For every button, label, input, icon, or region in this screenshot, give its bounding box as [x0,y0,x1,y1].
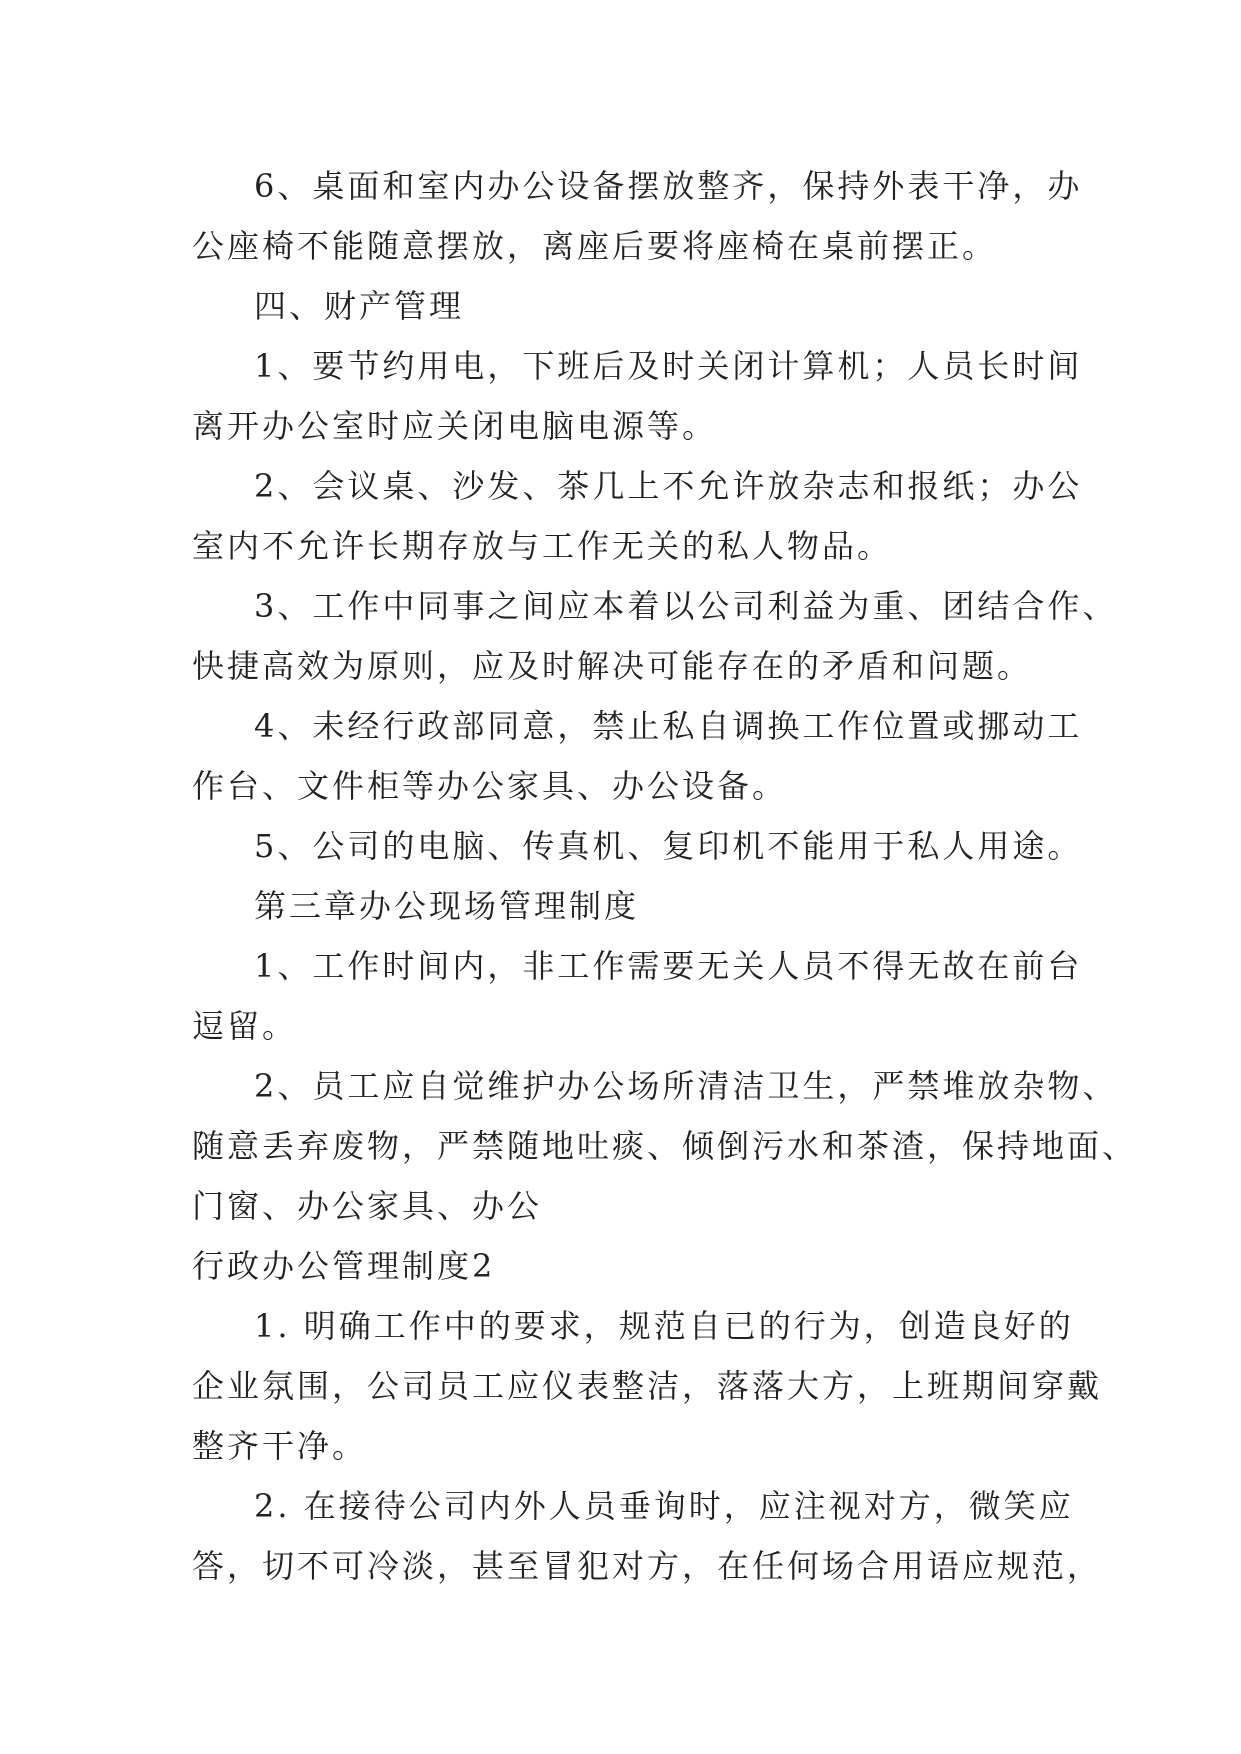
paragraph-line: 3、工作中同事之间应本着以公司利益为重、团结合作、 [254,587,1118,625]
paragraph-line: 2、会议桌、沙发、茶几上不允许放杂志和报纸；办公 [254,467,1083,505]
paragraph-line: 离开办公室时应关闭电脑电源等。 [192,407,718,445]
paragraph-line: 1、工作时间内，非工作需要无关人员不得无故在前台 [254,947,1083,985]
paragraph-line: 快捷高效为原则，应及时解决可能存在的矛盾和问题。 [192,647,1033,685]
chapter-heading: 第三章办公现场管理制度 [254,887,640,925]
paragraph-line: 整齐干净。 [192,1427,368,1465]
paragraph-line: 室内不允许长期存放与工作无关的私人物品。 [192,527,893,565]
paragraph-line: 公座椅不能随意摆放，离座后要将座椅在桌前摆正。 [192,227,998,265]
section-heading: 四、财产管理 [254,287,465,325]
paragraph-line: 门窗、办公家具、办公 [192,1187,543,1225]
paragraph-line: 答，切不可冷淡，甚至冒犯对方，在任何场合用语应规范， [192,1547,1103,1585]
paragraph-line: 5、公司的电脑、传真机、复印机不能用于私人用途。 [254,827,1083,865]
paragraph-line: 1. 明确工作中的要求，规范自已的行为，创造良好的 [254,1307,1074,1345]
paragraph-line: 2. 在接待公司内外人员垂询时，应注视对方，微笑应 [254,1487,1074,1525]
paragraph-line: 6、桌面和室内办公设备摆放整齐，保持外表干净，办 [254,167,1083,205]
paragraph-line: 2、员工应自觉维护办公场所清洁卫生，严禁堆放杂物、 [254,1067,1118,1105]
paragraph-line: 企业氛围，公司员工应仪表整洁，落落大方，上班期间穿戴 [192,1367,1103,1405]
paragraph-line: 作台、文件柜等办公家具、办公设备。 [192,767,788,805]
paragraph-line: 4、未经行政部同意，禁止私自调换工作位置或挪动工 [254,707,1083,745]
paragraph-line: 逗留。 [192,1007,298,1045]
paragraph-line: 随意丢弃废物，严禁随地吐痰、倾倒污水和茶渣，保持地面、 [192,1127,1138,1165]
paragraph-line: 1、要节约用电，下班后及时关闭计算机；人员长时间 [254,347,1083,385]
document-title: 行政办公管理制度2 [192,1247,496,1285]
